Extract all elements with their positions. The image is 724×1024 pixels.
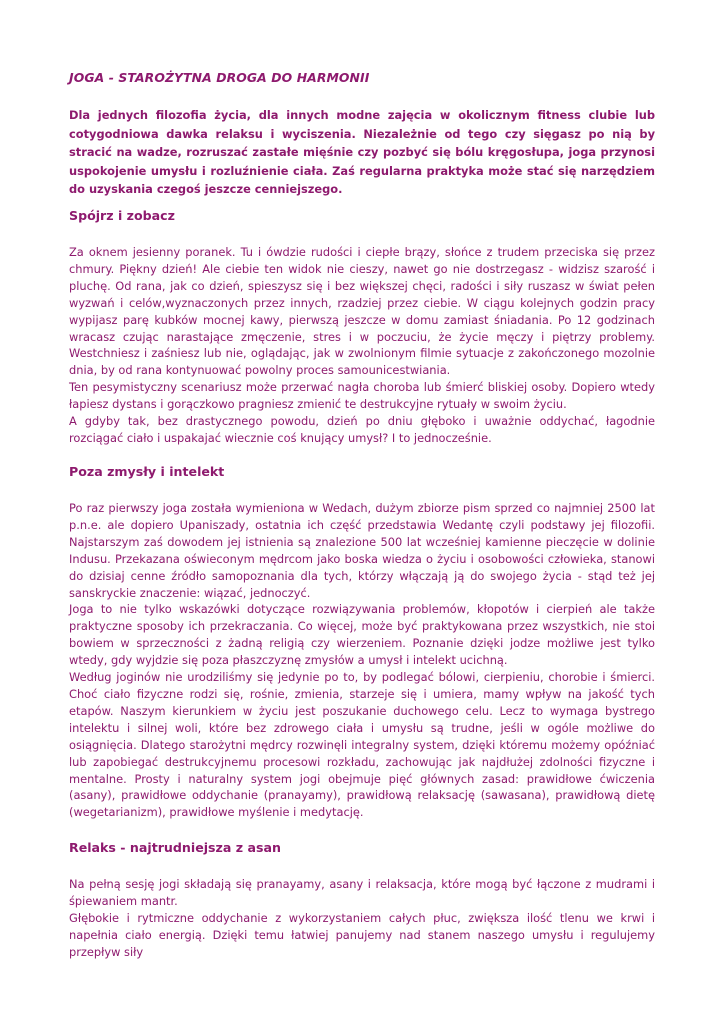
paragraph: A gdyby tak, bez drastycznego powodu, dzień po dniu głęboko i uważnie oddychać, łagodnie rozciągać ciało i uspakajać wiecznie coś knujący umysł? I to jednocześnie. xyxy=(69,414,655,445)
paragraph: Według joginów nie urodziliśmy się jedynie po to, by podlegać bólowi, cierpieniu, chorobie i śmierci. Choć ciało fizyczne rodzi się, rośnie, zmienia, starzeje się i umiera, mamy wpływ na jakość tych etapów. Naszym kierunkiem w życiu jest poszukanie duchowego celu. Lecz to wymaga bystrego intelektu i silnej woli, które bez zdrowego ciała i umysłu są trudne, jeśli w ogóle możliwe do osiągnięcia. Dlatego starożytni mędrcy rozwinęli integralny system, dzięki któremu możemy opóźniać lub zapobiegać destrukcyjnemu procesowi rozkładu, zachowując jak najdłużej zdolności fizyczne i mentalne. Prosty i naturalny system jogi obejmuje pięć głównych zasad: prawidłowe ćwiczenia (asany), prawidłowe oddychanie (pranayamy), prawidłową relaksację (sawasana), prawidłową dietę (wegetarianizm), prawidłowe myślenie i medytację. xyxy=(69,670,655,820)
paragraph: Głębokie i rytmiczne oddychanie z wykorzystaniem całych płuc, zwiększa ilość tlenu we krwi i napełnia ciało energią. Dzięki temu łatwiej panujemy nad stanem naszego umysłu i regulujemy przepływ siły xyxy=(69,910,655,959)
paragraph: Po raz pierwszy joga została wymieniona w Wedach, dużym zbiorze pism sprzed co najmniej 2500 lat p.n.e. ale dopiero Upaniszady, ostatnia ich część przedstawia Wedantę czyli podstawy jej filozofii. Najstarszym zaś dowodem jej istnienia są znalezione 500 lat wcześniej kamienne pieczęcie w dolinie Indusu. Przekazana oświeconym mędrcom jako boska wiedza o życiu i osobowości człowieka, stanowi do dzisiaj cenne źródło samopoznania dla tych, którzy włączają ją do swojego życia - stąd też jej sanskryckie znaczenie: wiązać, jednoczyć. xyxy=(69,501,655,600)
section-body-poza xyxy=(69,500,655,821)
section-heading-relaks: Relaks - najtrudniejsza z asan xyxy=(69,840,281,855)
intro-paragraph: Dla jednych filozofia życia, dla innych modne zajęcia w okolicznym fitness clubie lub cotygodniowa dawka relaksu i wyciszenia. Niezależnie od tego czy sięgasz po nią by stracić na wadze, rozruszać zastałe mięśnie czy pozbyć się bólu kręgosłupa, joga przynosi uspokojenie umysłu i rozluźnienie ciała. Zaś regularna praktyka może stać się narzędziem do uzyskania czegoś jeszcze cenniejszego. xyxy=(69,108,655,196)
paragraph: Na pełną sesję jogi składają się pranayamy, asany i relaksacja, które mogą być łączone z mudrami i śpiewaniem mantr. xyxy=(69,877,655,908)
document-title: JOGA - STAROŻYTNA DROGA DO HARMONII xyxy=(69,70,370,85)
paragraph: Ten pesymistyczny scenariusz może przerwać nagła choroba lub śmierć bliskiej osoby. Dopiero wtedy łapiesz dystans i gorączkowo pragniesz zmienić te destrukcyjne rytuały w swoim życiu. xyxy=(69,380,655,412)
section-body-spojrz xyxy=(69,244,655,447)
section-body-relaks xyxy=(69,876,655,961)
paragraph: Joga to nie tylko wskazówki dotyczące rozwiązywania problemów, kłopotów i cierpień ale także praktyczne sposoby ich przekraczania. Co więcej, może być praktykowana przez wszystkich, nie stoi bowiem w sprzeczności z żadną religią czy wierzeniem. Poznanie dzięki jodze możliwe jest tylko wtedy, gdy wyjdzie się poza płaszczyznę zmysłów a umysł i intelekt ucichną. xyxy=(69,602,655,668)
paragraph: Za oknem jesienny poranek. Tu i ówdzie rudości i ciepłe brązy, słońce z trudem przeciska się przez chmury. Piękny dzień! Ale ciebie ten widok nie cieszy, nawet go nie dostrzegasz - widzisz szarość i pluchę. Od rana, jak co dzień, spieszysz się i bez większej chęci, radości i siły ruszasz w świat pełen wyzwań i celów,wyznaczonych przez innych, rzadziej przez ciebie. W ciągu kolejnych godzin pracy wypijasz parę kubków mocnej kawy, pierwszą jeszcze w domu zamiast śniadania. Po 12 godzinach wracasz czując narastające zmęczenie, stres i w poczuciu, że życie męczy i piętrzy problemy. Westchniesz i zaśniesz lub nie, oglądając, jak w zwolnionym filmie sytuacje z zakończonego mozolnie dnia, by od rana kontynuować powolny proces samounicestwiania. xyxy=(69,245,655,378)
section-heading-spojrz: Spójrz i zobacz xyxy=(69,208,175,223)
section-heading-poza: Poza zmysły i intelekt xyxy=(69,464,225,479)
